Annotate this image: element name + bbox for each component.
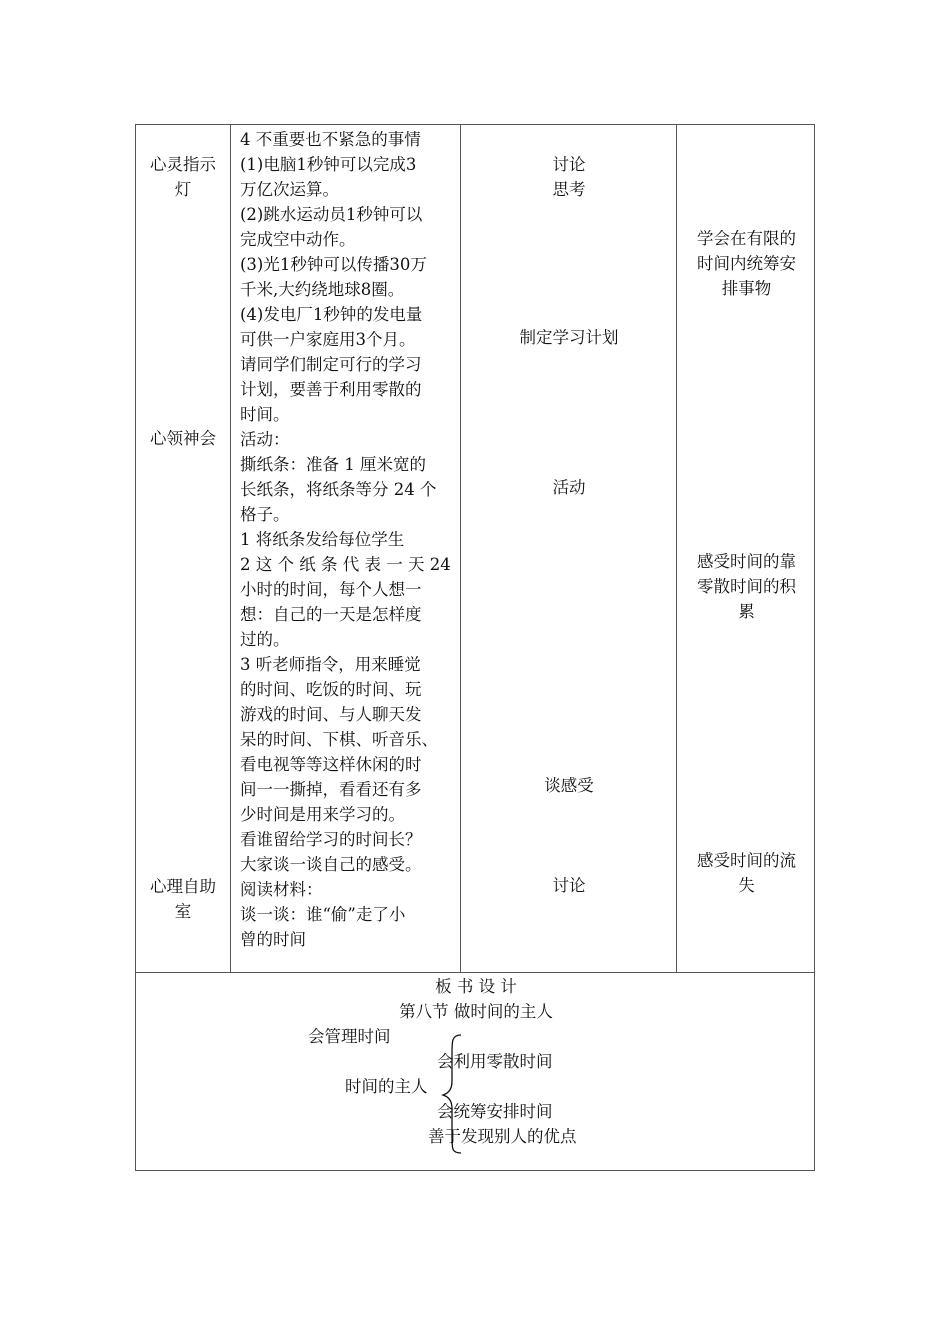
content-line: 万亿次运算。 <box>240 180 339 199</box>
row-divider <box>136 972 814 973</box>
stage-name: 心理自助 室 <box>150 877 216 921</box>
content-line: 谈一谈：谁“偷”走了小 <box>240 905 406 924</box>
content-line: 间一一撕掉，看看还有多 <box>240 780 422 799</box>
content-line: 格子。 <box>240 505 290 524</box>
board-heading: 板 书 设 计 <box>435 977 517 996</box>
stage-name: 心灵指示 灯 <box>150 155 216 199</box>
content-line: 游戏的时间、与人聊天发 <box>240 705 422 724</box>
column-divider <box>460 125 461 972</box>
content-line: 2 这 个 纸 条 代 表 一 天 24 <box>240 555 451 574</box>
content-line: 的时间、吃饭的时间、玩 <box>240 680 422 699</box>
content-line: 过的。 <box>240 630 290 649</box>
content-line: 阅读材料： <box>240 880 323 899</box>
brace-icon <box>439 1033 469 1155</box>
content-line: 长纸条，将纸条等分 24 个 <box>240 480 437 499</box>
content-line: 看谁留给学习的时间长？ <box>240 830 422 849</box>
content-line: 撕纸条：准备 1 厘米宽的 <box>240 455 426 474</box>
board-item: 会利用零散时间 <box>437 1052 553 1071</box>
goal: 感受时间的流 失 <box>697 851 796 895</box>
content-line: (3)光1秒钟可以传播30万 <box>240 255 427 274</box>
content-line: 3 听老师指令，用来睡觉 <box>240 655 421 674</box>
content-line: 4 不重要也不紧急的事情 <box>240 130 421 149</box>
content-line: 曾的时间 <box>240 930 306 949</box>
lesson-table <box>135 124 815 1171</box>
content-line: 计划，要善于利用零散的 <box>240 380 422 399</box>
content-line: 呆的时间、下棋、听音乐、 <box>240 730 438 749</box>
activity: 讨论 思考 <box>552 155 586 199</box>
column-divider <box>230 125 231 972</box>
content-line: 千米,大约绕地球8圈。 <box>240 280 405 299</box>
content-line: 小时的时间，每个人想一 <box>240 580 422 599</box>
content-line: 可供一户家庭用3个月。 <box>240 330 416 349</box>
content-line: (4)发电厂1秒钟的发电量 <box>240 305 423 324</box>
content-line: 完成空中动作。 <box>240 230 356 249</box>
stage-name: 心领神会 <box>150 429 216 448</box>
content-line: (1)电脑1秒钟可以完成3 <box>240 155 417 174</box>
content-line: 1 将纸条发给每位学生 <box>240 530 405 549</box>
content-line: 时间。 <box>240 405 290 424</box>
activity: 讨论 <box>552 876 586 895</box>
content-line: 看电视等等这样休闲的时 <box>240 755 422 774</box>
activity: 活动 <box>552 478 586 497</box>
board-title: 第八节 做时间的主人 <box>399 1002 553 1021</box>
content-line: 请同学们制定可行的学习 <box>240 355 422 374</box>
board-root: 时间的主人 <box>345 1077 428 1096</box>
board-item: 会管理时间 <box>308 1027 391 1046</box>
content-line: (2)跳水运动员1秒钟可以 <box>240 205 423 224</box>
content-line: 活动： <box>240 430 290 449</box>
content-line: 想：自己的一天是怎样度 <box>240 605 422 624</box>
goal: 感受时间的靠 零散时间的积 累 <box>697 552 796 621</box>
activity: 谈感受 <box>544 776 594 795</box>
board-item: 会统筹安排时间 <box>437 1102 553 1121</box>
content-line: 少时间是用来学习的。 <box>240 805 405 824</box>
goal: 学会在有限的 时间内统筹安 排事物 <box>697 229 796 298</box>
lesson-content <box>240 127 460 952</box>
content-line: 大家谈一谈自己的感受。 <box>240 855 422 874</box>
activity: 制定学习计划 <box>519 328 619 347</box>
board-item: 善于发现别人的优点 <box>428 1127 577 1146</box>
